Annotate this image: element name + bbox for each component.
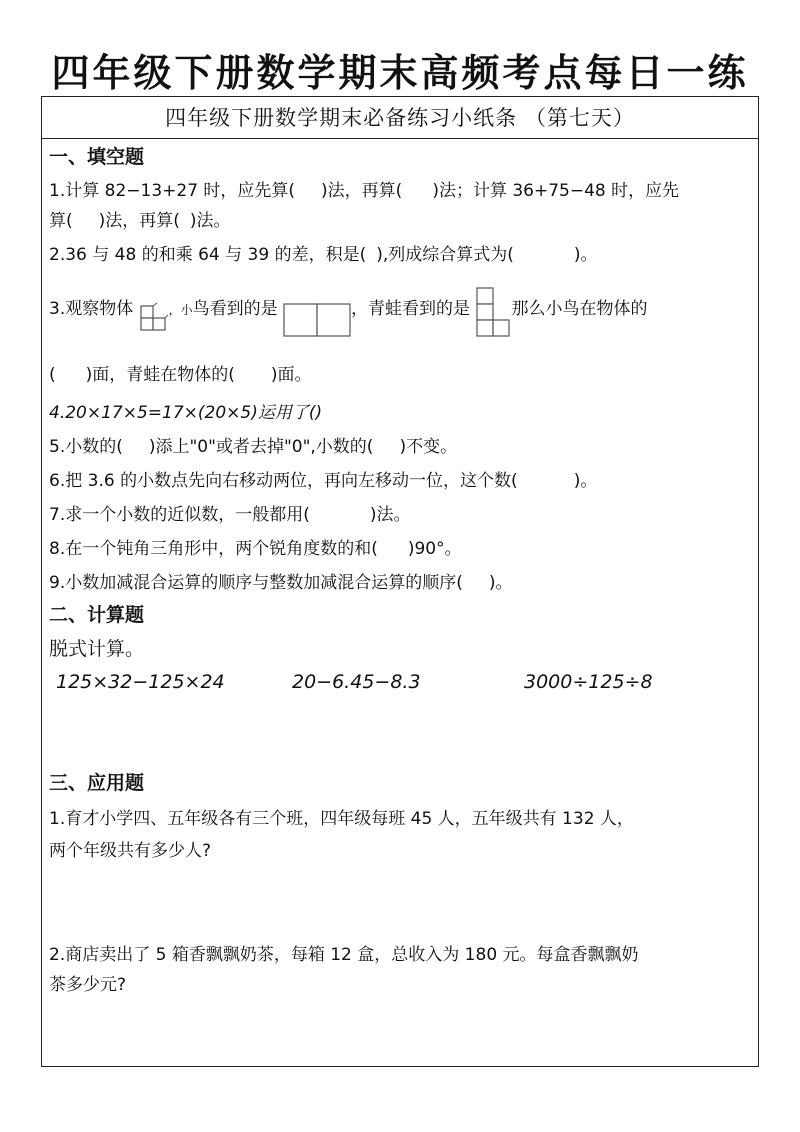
q7-text-b: )法。 — [369, 505, 411, 525]
q2-text-a: 2.36 与 48 的和乘 64 与 39 的差，积是( — [49, 245, 367, 265]
q2-text-b: ),列成综合算式为( — [376, 245, 514, 265]
q5-text-c: )不变。 — [399, 437, 458, 457]
problem-1-line-1: 1.育才小学四、五年级各有三个班，四年级每班 45 人，五年级共有 132 人， — [49, 809, 634, 829]
bird-view-figure — [283, 302, 351, 338]
q6-text-a: 6.把 3.6 的小数点先向右移动两位，再向左移动一位，这个数( — [49, 471, 518, 491]
q5-text-b: )添上"0"或者去掉"0",小数的( — [148, 437, 374, 457]
section-heading-application: 三、应用题 — [49, 772, 145, 794]
calc-expression-1: 125×32−125×24 — [56, 671, 225, 693]
q1-text-a: 1.计算 82−13+27 时，应先算( — [49, 181, 296, 201]
q1-text-d: 算( — [49, 211, 73, 231]
q3-text-d: ，青蛙看到的是 — [351, 299, 471, 319]
q3-text-c: 鸟看到的是 — [192, 299, 278, 319]
q1-text-c: )法；计算 36+75−48 时，应先 — [432, 181, 680, 201]
q3-text-a: 3.观察物体 — [49, 299, 134, 319]
problem-2-line-1: 2.商店卖出了 5 箱香飘飘奶茶，每箱 12 盒，总收入为 180 元。每盒香飘飘奶 — [49, 945, 639, 965]
worksheet-frame — [41, 96, 759, 1067]
frog-view-figure — [475, 286, 511, 338]
question-3-line-2 — [49, 363, 312, 387]
question-7 — [49, 503, 411, 527]
question-9 — [49, 571, 513, 595]
section-heading-fill-blank: 一、填空题 — [49, 146, 145, 168]
question-4: 4.20×17×5=17×(20×5)运用了() — [49, 403, 323, 423]
q9-text-b: )。 — [488, 573, 513, 593]
page-title: 四年级下册数学期末高频考点每日一练 — [51, 51, 749, 95]
question-8 — [49, 537, 462, 561]
q2-text-c: )。 — [573, 245, 598, 265]
q1-text-b: )法，再算( — [321, 181, 403, 201]
question-5 — [49, 435, 457, 459]
problem-1-line-2: 两个年级共有多少人? — [49, 841, 212, 861]
q1-text-e: )法，再算( — [98, 211, 180, 231]
q9-text-a: 9.小数加减混合运算的顺序与整数加减混合运算的顺序( — [49, 573, 463, 593]
worksheet-subtitle: 四年级下册数学期末必备练习小纸条 （第七天） — [42, 97, 758, 139]
calc-expression-3: 3000÷125÷8 — [524, 671, 653, 693]
question-6 — [49, 469, 597, 493]
q3-text-h: )面。 — [270, 365, 312, 385]
cube-object-figure — [139, 302, 169, 338]
problem-2-line-2: 茶多少元? — [49, 975, 127, 995]
q1-text-f: )法。 — [189, 211, 231, 231]
question-1-line-1 — [49, 179, 679, 203]
q6-text-b: )。 — [573, 471, 598, 491]
q7-text-a: 7.求一个小数的近似数，一般都用( — [49, 505, 310, 525]
q5-text-a: 5.小数的( — [49, 437, 123, 457]
calculation-instruction: 脱式计算。 — [49, 638, 145, 660]
calc-expression-2: 20−6.45−8.3 — [292, 671, 421, 693]
q8-text-a: 8.在一个钝角三角形中，两个锐角度数的和( — [49, 539, 378, 559]
q3-text-b: ，小 — [168, 303, 193, 317]
q8-text-b: )90°。 — [407, 539, 462, 559]
q3-text-g: )面，青蛙在物体的( — [85, 365, 235, 385]
question-3-line-1 — [49, 281, 647, 337]
q3-text-e: 那么小鸟在物体的 — [511, 299, 648, 319]
question-1-line-2 — [49, 209, 231, 233]
question-2 — [49, 243, 598, 267]
q3-text-f: ( — [49, 365, 56, 385]
section-heading-calculation: 二、计算题 — [49, 604, 145, 626]
